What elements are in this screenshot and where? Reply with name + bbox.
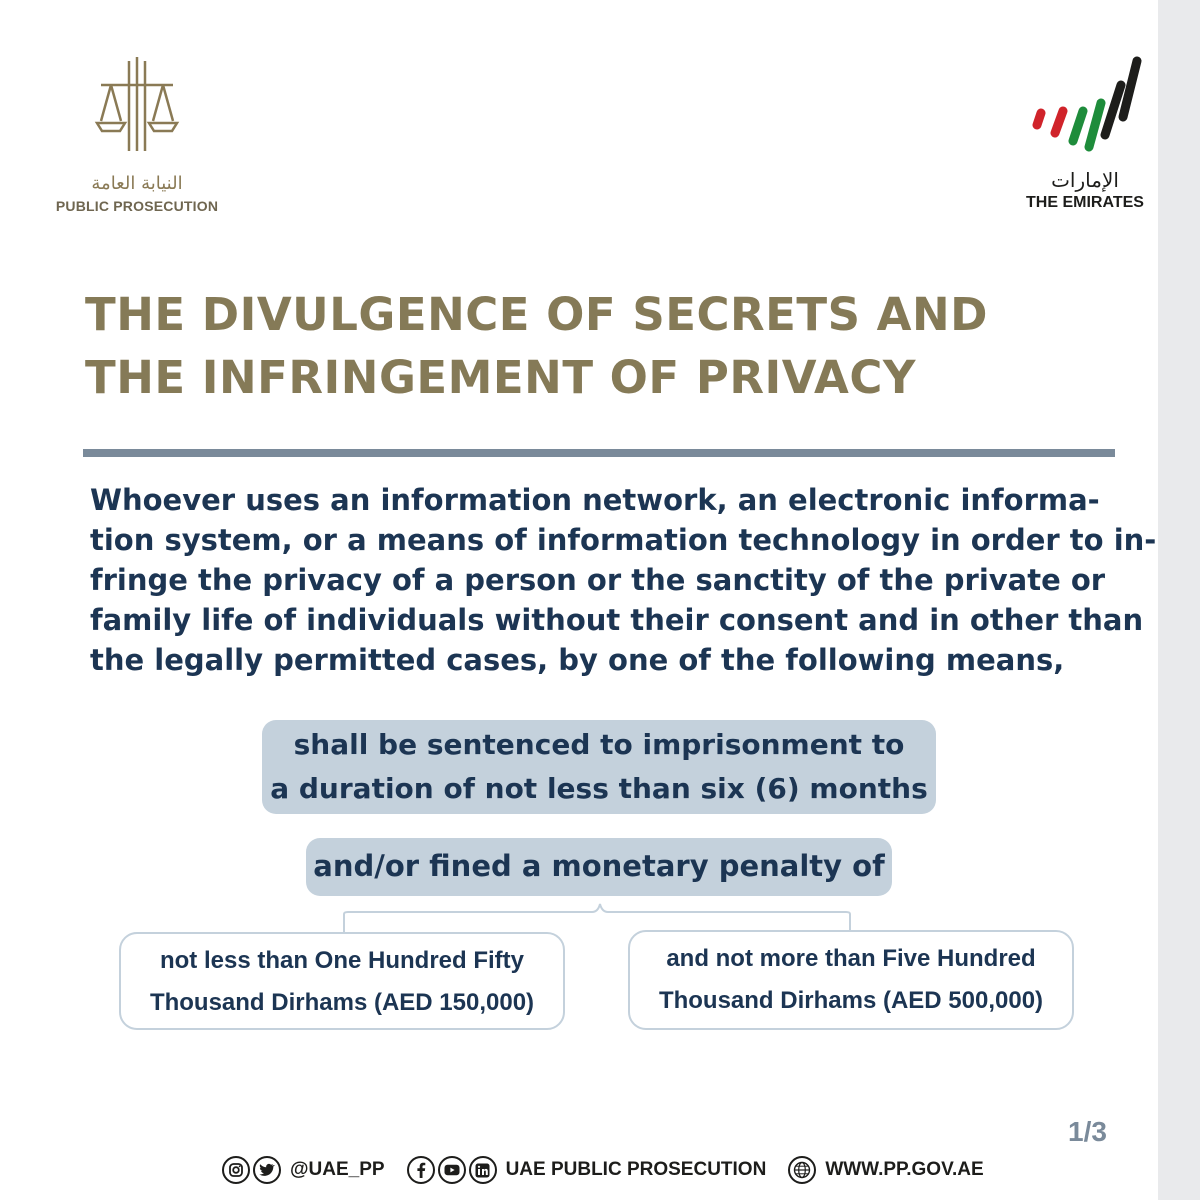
youtube-icon[interactable]: [438, 1156, 466, 1184]
website-group: [788, 1156, 983, 1184]
maximum-fine-line: and not more than Five Hundred: [666, 945, 1036, 972]
facebook-icon[interactable]: [407, 1156, 435, 1184]
scales-of-justice-icon: [87, 55, 187, 155]
fine-intro-text: and/or fined a monetary penalty of: [313, 849, 885, 883]
minimum-fine-box: [119, 932, 565, 1030]
paragraph-line: the legally permitted cases, by one of the following means,: [90, 643, 1065, 677]
minimum-fine-line: Thousand Dirhams (AED 150,000): [149, 989, 535, 1016]
globe-icon[interactable]: [788, 1156, 816, 1184]
paragraph-line: Whoever uses an information network, an electronic informa-: [90, 483, 1100, 517]
imprisonment-penalty-box: [262, 720, 936, 814]
the-emirates-english-name: THE EMIRATES: [1026, 194, 1144, 211]
social-footer: [222, 1153, 1006, 1187]
paragraph-line: fringe the privacy of a person or the sanctity of the private or: [90, 563, 1106, 597]
website-link[interactable]: WWW.PP.GOV.AE: [825, 1159, 984, 1180]
paragraph-line: tion system, or a means of information technology in order to in-: [90, 523, 1157, 557]
org-name-link[interactable]: UAE PUBLIC PROSECUTION: [505, 1159, 767, 1180]
minimum-fine-line: not less than One Hundred Fifty: [159, 947, 525, 974]
public-prosecution-arabic-name: النيابة العامة: [91, 173, 183, 194]
social-org-group: [407, 1156, 767, 1184]
linkedin-icon[interactable]: [469, 1156, 497, 1184]
social-handle-group: [222, 1156, 385, 1184]
instagram-icon[interactable]: [222, 1156, 250, 1184]
fine-intro-box: [306, 838, 892, 896]
title-line: THE INFRINGEMENT OF PRIVACY: [85, 351, 916, 404]
public-prosecution-english-name: PUBLIC PROSECUTION: [55, 198, 219, 214]
right-edge-strip: [1158, 0, 1200, 1200]
public-prosecution-logo: [52, 55, 222, 220]
imprisonment-line: a duration of not less than six (6) months: [270, 772, 928, 805]
social-handle[interactable]: @UAE_PP: [290, 1159, 385, 1180]
paragraph-line: family life of individuals without their consent and in other than: [90, 603, 1144, 637]
maximum-fine-line: Thousand Dirhams (AED 500,000): [658, 987, 1044, 1014]
the-emirates-logo: [1010, 55, 1160, 220]
title-divider: [83, 449, 1115, 457]
page-indicator: 1/3: [1068, 1116, 1107, 1147]
offense-description: [90, 480, 1157, 680]
title-line: THE DIVULGENCE OF SECRETS AND: [85, 288, 989, 341]
the-emirates-arabic-name: الإمارات: [1051, 168, 1119, 192]
twitter-icon[interactable]: [253, 1156, 281, 1184]
emirates-flag-stripes-icon: [1025, 55, 1145, 155]
page-title: [85, 283, 1105, 409]
next-page-arrow[interactable]: [1158, 1040, 1170, 1068]
maximum-fine-box: [628, 930, 1074, 1030]
imprisonment-line: shall be sentenced to imprisonment to: [293, 728, 905, 761]
